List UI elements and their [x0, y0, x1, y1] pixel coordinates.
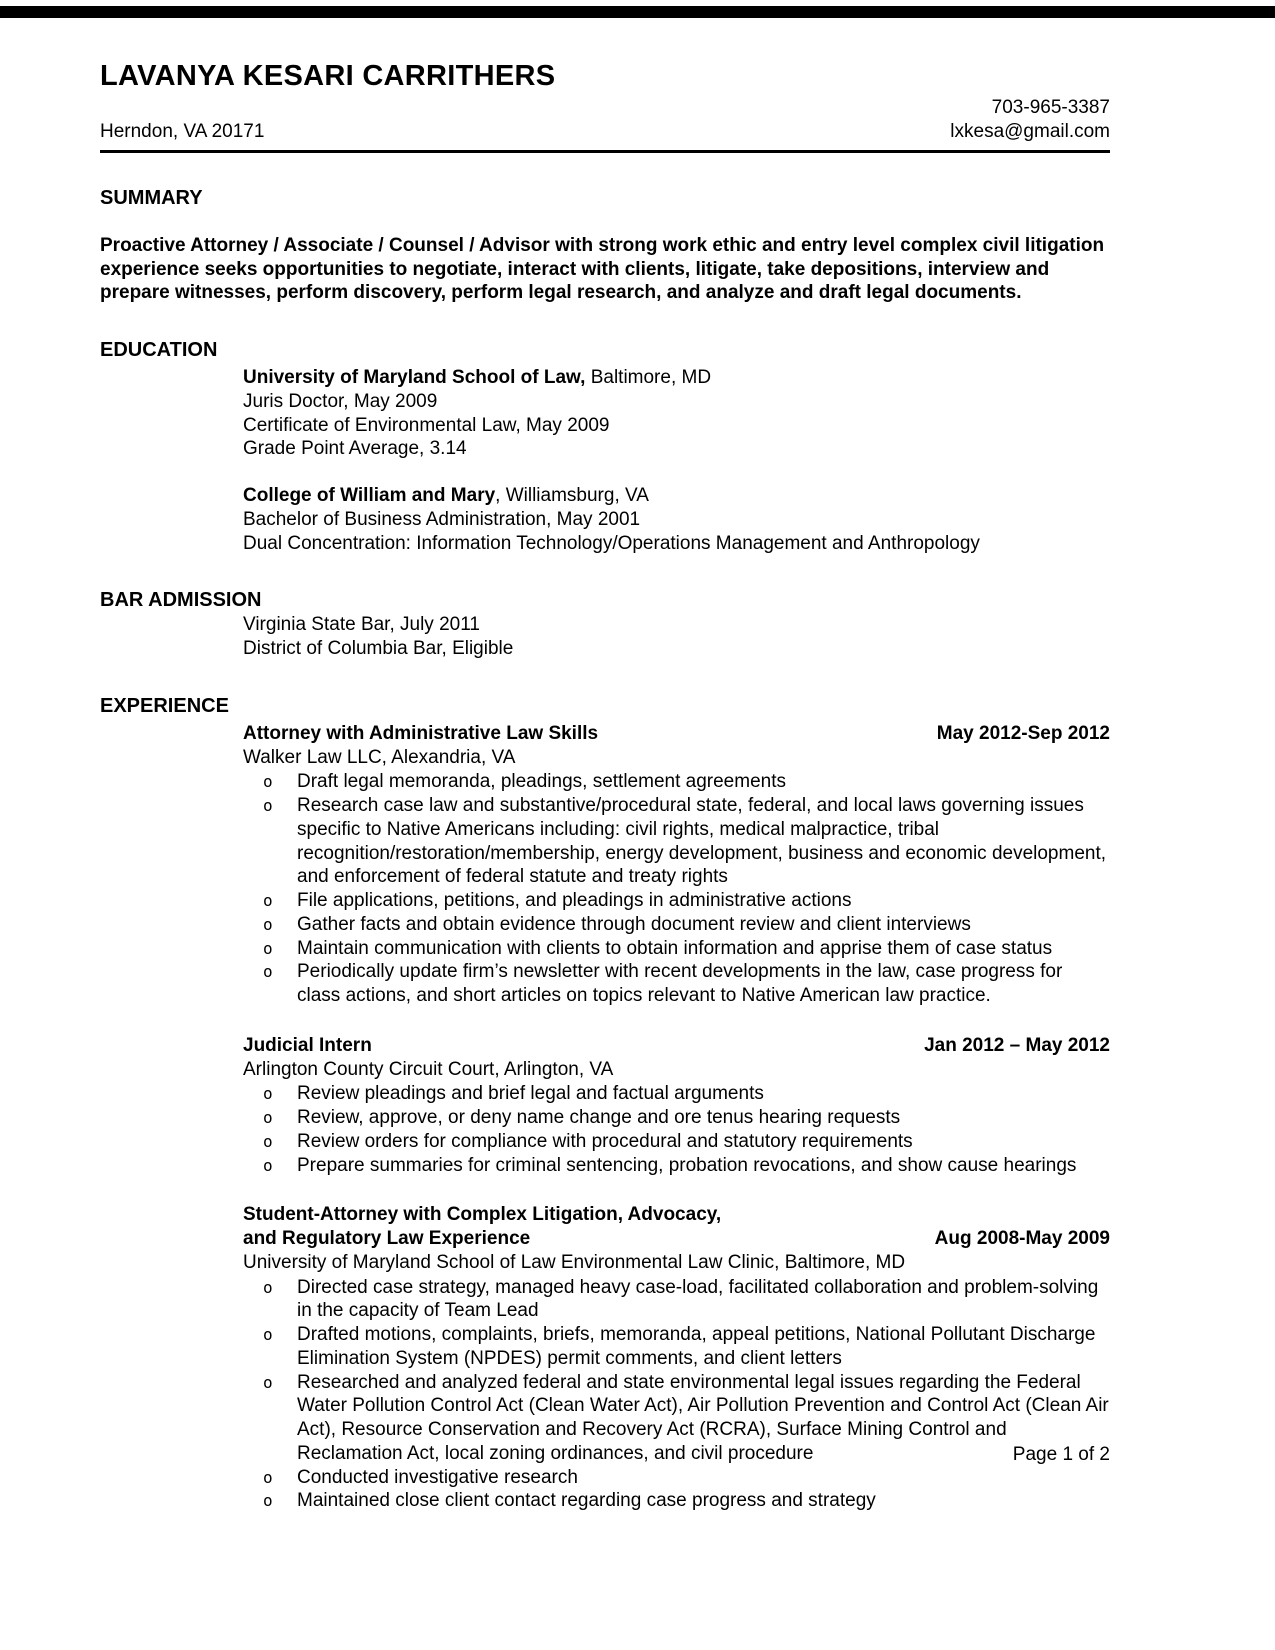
bullet-marker-icon: o	[263, 1491, 273, 1511]
bullet-marker-icon: o	[263, 1084, 273, 1104]
candidate-name: LAVANYA KESARI CARRITHERS	[100, 60, 556, 92]
bullet-item	[263, 913, 1110, 937]
bullet-item	[263, 770, 1110, 794]
job-title: Judicial Intern	[243, 1034, 372, 1056]
bullet-text: Periodically update firm’s newsletter with recent developments in the law, case progress for class actions, and short articles on topics relevant to Native American law practice.	[297, 961, 1063, 1006]
job-entry	[243, 722, 1110, 1008]
bullet-marker-icon: o	[263, 1467, 273, 1487]
bullet-item	[263, 1154, 1110, 1178]
job-employer: University of Maryland School of Law Environmental Law Clinic, Baltimore, MD	[243, 1251, 906, 1273]
job-dates: May 2012-Sep 2012	[936, 722, 1110, 744]
bullet-text: Prepare summaries for criminal sentencing, probation revocations, and show cause hearings	[297, 1154, 1077, 1176]
job-entry	[243, 1034, 1110, 1178]
resume-header	[100, 58, 1110, 153]
job-employer: Arlington County Circuit Court, Arlington, VA	[243, 1058, 614, 1080]
bullet-item	[263, 1276, 1110, 1324]
phone-row	[100, 96, 1110, 120]
school-detail: Juris Doctor, May 2009	[243, 390, 438, 412]
bullet-item	[263, 1489, 1110, 1513]
bullet-text: Directed case strategy, managed heavy case-load, facilitated collaboration and problem-solving in the capacity of Team Lead	[297, 1276, 1099, 1322]
bullet-text: Research case law and substantive/procedural state, federal, and local laws governing issues specific to Native Americans including: civil rights, medical malpractice, tribal recognition/restoration/membership, energy development, business and economic development, and enforcement of federal statute and treaty rights	[297, 795, 1107, 888]
bullet-item	[263, 1466, 1110, 1490]
bullet-marker-icon: o	[263, 1372, 273, 1392]
bullet-item	[263, 1371, 1110, 1466]
school-detail: Bachelor of Business Administration, May 2001	[243, 508, 641, 530]
bullet-marker-icon: o	[263, 796, 273, 815]
school-detail: Grade Point Average, 3.14	[243, 438, 467, 460]
bullet-text: Researched and analyzed federal and state environmental legal issues regarding the Federal Water Pollution Control Act (Clean Water Act), Air Pollution Prevention and Control Act (Clean Air Act), Resource Conservation and Recovery Act (RCRA), Surface Mining Control and Reclamation Act, local zoning ordinances, and civil procedure	[297, 1371, 1109, 1464]
bullet-marker-icon: o	[263, 938, 273, 958]
job-bullets	[263, 770, 1110, 1008]
bullet-marker-icon: o	[263, 962, 273, 982]
school-location: , Williamsburg, VA	[495, 485, 649, 506]
job-entry	[243, 1203, 1110, 1513]
summary-text: Proactive Attorney / Associate / Counsel / Advisor with strong work ethic and entry level complex civil litigation experience seeks opportunities to negotiate, interact with clients, litigate, take depositions, interview and prepare witnesses, perform discovery, perform legal research, and analyze and draft legal documents.	[100, 234, 1105, 304]
bullet-item	[263, 1130, 1110, 1154]
school-title-line	[243, 484, 1110, 508]
bullet-item	[263, 1323, 1110, 1371]
bullet-text: Maintained close client contact regarding case progress and strategy	[297, 1490, 876, 1512]
bullet-text: Gather facts and obtain evidence through document review and client interviews	[297, 913, 971, 935]
school-entry	[243, 484, 1110, 555]
bullet-text: Drafted motions, complaints, briefs, memoranda, appeal petitions, National Pollutant Discharge Elimination System (NPDES) permit comments, and client letters	[297, 1324, 1096, 1369]
bullet-text: Review orders for compliance with procedural and statutory requirements	[297, 1130, 913, 1152]
bar-admission-block	[243, 613, 1110, 661]
job-title: Attorney with Administrative Law Skills	[243, 722, 599, 744]
bullet-marker-icon: o	[263, 1108, 273, 1127]
contact-row	[100, 120, 1110, 144]
header-divider	[100, 150, 1110, 153]
job-title-line2: and Regulatory Law Experience	[243, 1228, 531, 1249]
school-detail: Certificate of Environmental Law, May 2009	[243, 414, 610, 436]
bullet-text: Maintain communication with clients to obtain information and apprise them of case status	[297, 937, 1053, 959]
section-heading-bar-admission: BAR ADMISSION	[100, 589, 262, 612]
school-location: Baltimore, MD	[585, 367, 712, 388]
page-number: Page 1 of 2	[1012, 1444, 1110, 1465]
job-employer: Walker Law LLC, Alexandria, VA	[243, 746, 516, 768]
school-name: University of Maryland School of Law,	[243, 367, 586, 388]
location-text: Herndon, VA 20171	[100, 121, 265, 142]
bullet-item	[263, 937, 1110, 961]
job-dates: Jan 2012 – May 2012	[924, 1034, 1110, 1056]
bullet-item	[263, 1106, 1110, 1130]
bullet-marker-icon: o	[263, 914, 273, 934]
bullet-item	[263, 960, 1110, 1008]
bullet-item	[263, 889, 1110, 913]
bullet-marker-icon: o	[263, 891, 273, 910]
bullet-marker-icon: o	[263, 1155, 273, 1175]
page-top-border	[0, 6, 1275, 18]
bullet-text: Review, approve, or deny name change and ore tenus hearing requests	[297, 1107, 901, 1128]
job-bullets	[263, 1276, 1110, 1514]
bullet-text: Review pleadings and brief legal and factual arguments	[297, 1083, 764, 1105]
experience-block	[243, 722, 1110, 1513]
school-detail: Dual Concentration: Information Technology/Operations Management and Anthropology	[243, 532, 980, 554]
bar-admission-line: Virginia State Bar, July 2011	[243, 614, 480, 636]
job-header	[243, 1034, 1110, 1058]
section-heading-education: EDUCATION	[100, 339, 218, 361]
job-header	[243, 722, 1110, 746]
bar-admission-line: District of Columbia Bar, Eligible	[243, 638, 514, 659]
bullet-text: Draft legal memoranda, pleadings, settlement agreements	[297, 771, 786, 793]
bullet-marker-icon: o	[263, 1277, 273, 1297]
section-heading-summary: SUMMARY	[100, 186, 203, 209]
bullet-text: File applications, petitions, and pleadings in administrative actions	[297, 890, 852, 911]
phone-number: 703-965-3387	[991, 97, 1110, 119]
school-name: College of William and Mary	[243, 485, 496, 506]
bullet-item	[263, 1082, 1110, 1106]
email-text: lxkesa@gmail.com	[950, 121, 1110, 142]
bullet-marker-icon: o	[263, 1131, 273, 1151]
school-entry	[243, 366, 1110, 461]
section-heading-experience: EXPERIENCE	[100, 694, 229, 717]
bullet-marker-icon: o	[263, 772, 273, 792]
job-header	[243, 1227, 1110, 1251]
job-bullets	[263, 1082, 1110, 1177]
bullet-marker-icon: o	[263, 1325, 273, 1344]
job-title-line1: Student-Attorney with Complex Litigation, Advocacy,	[243, 1204, 722, 1226]
bullet-item	[263, 794, 1110, 889]
education-block	[243, 366, 1110, 555]
school-title-line	[243, 366, 1110, 390]
bullet-text: Conducted investigative research	[297, 1466, 578, 1488]
job-dates: Aug 2008-May 2009	[934, 1228, 1110, 1249]
